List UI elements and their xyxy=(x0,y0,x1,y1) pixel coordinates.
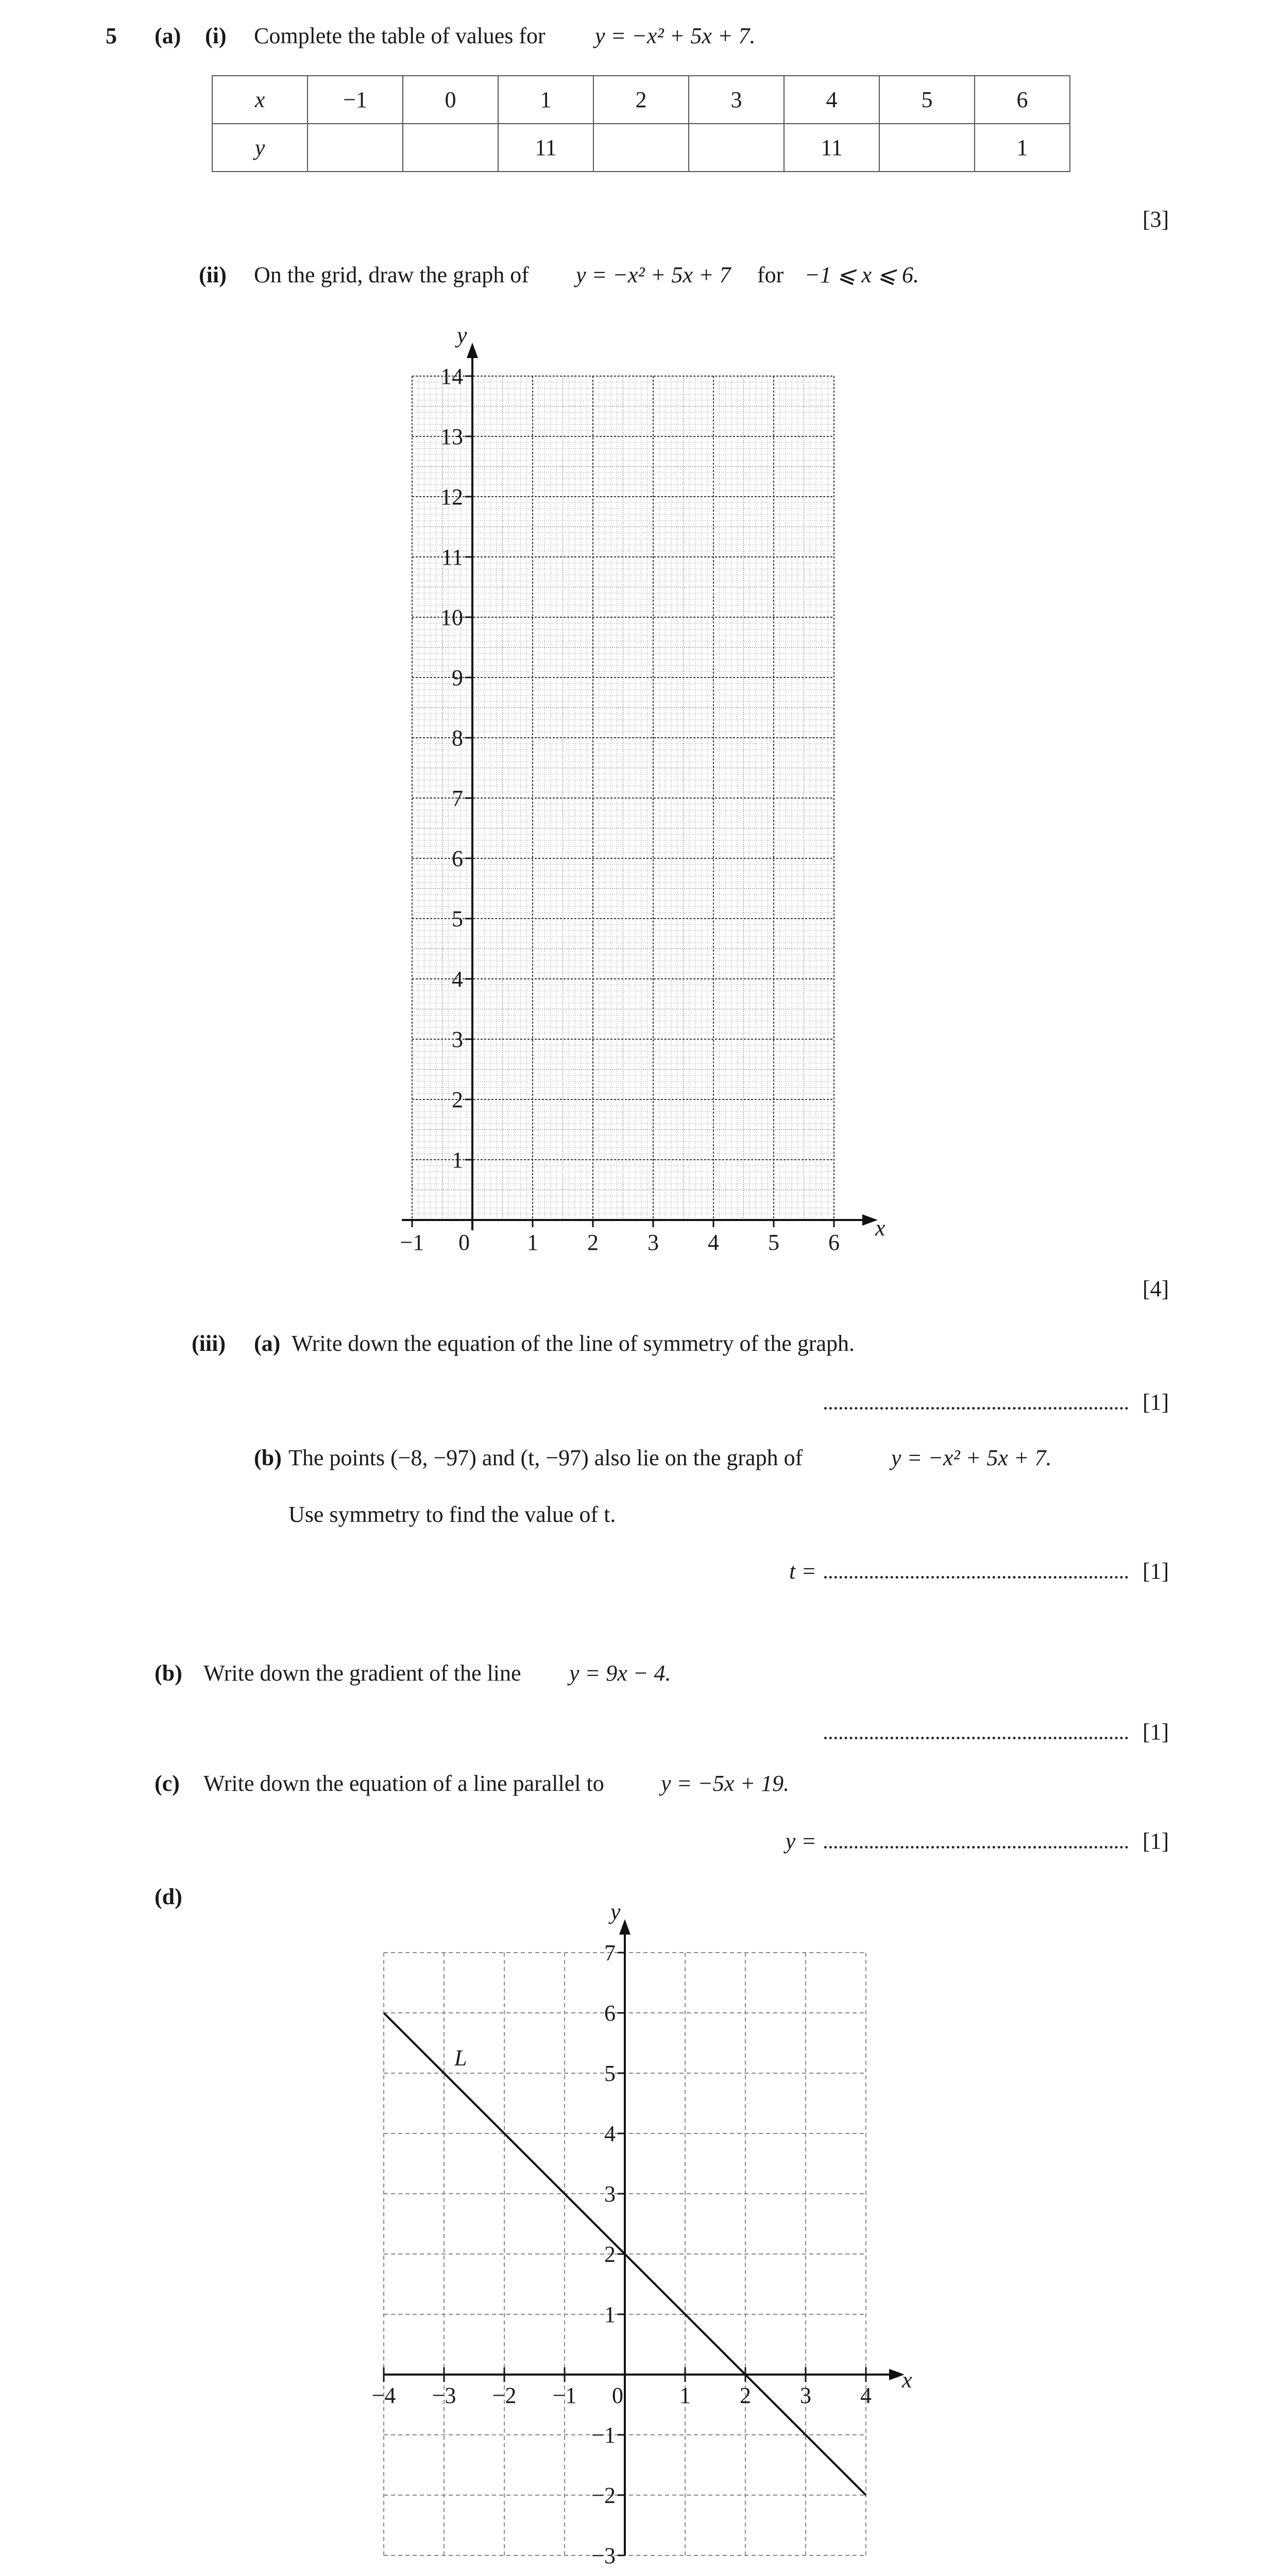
x-tick-label: 3 xyxy=(800,2383,811,2408)
x-tick-label: 6 xyxy=(828,1230,840,1255)
table-cell-x: 5 xyxy=(879,76,975,124)
a-iii-b-answer-label: t = xyxy=(789,1558,816,1584)
x-axis-label: x xyxy=(875,1215,885,1241)
table-cell-y: 1 xyxy=(975,124,1070,172)
c-marks: [1] xyxy=(1143,1828,1169,1854)
question-number: 5 xyxy=(106,23,117,48)
a-ii-marks: [4] xyxy=(1143,1276,1169,1301)
a-iii-a-label: (a) xyxy=(254,1331,281,1356)
x-tick-label: 0 xyxy=(612,2383,623,2408)
x-tick-label: 3 xyxy=(647,1230,659,1255)
x-tick-label: 5 xyxy=(768,1230,779,1255)
table-row-y xyxy=(212,124,1070,172)
x-tick-label: −4 xyxy=(371,2383,396,2408)
line-l-label: L xyxy=(454,2045,467,2071)
x-tick-label: 0 xyxy=(458,1230,470,1255)
b-prompt: Write down the gradient of the line xyxy=(203,1660,521,1686)
y-tick-label: 1 xyxy=(604,2302,616,2327)
table-cell-y[interactable] xyxy=(879,124,975,172)
b-answer-line[interactable] xyxy=(824,1721,1128,1743)
a-iii-b-prompt-2: Use symmetry to find the value of t. xyxy=(288,1502,616,1527)
x-tick-label: −2 xyxy=(492,2383,517,2408)
c-prompt: Write down the equation of a line parallel to xyxy=(203,1771,604,1796)
y-tick-label: 6 xyxy=(452,846,463,871)
part-d-label: (d) xyxy=(155,1884,182,1909)
y-tick-label: 13 xyxy=(440,424,463,449)
part-a-iii-label: (iii) xyxy=(192,1331,226,1356)
a-iii-b-prompt: The points (−8, −97) and (t, −97) also lie on the graph of xyxy=(288,1445,803,1470)
x-tick-label: 2 xyxy=(740,2383,751,2408)
c-equation: y = −5x + 19. xyxy=(661,1771,790,1796)
a-i-prompt: Complete the table of values for xyxy=(254,23,546,48)
a-ii-prompt: On the grid, draw the graph of xyxy=(254,262,529,287)
table-cell-x: 6 xyxy=(975,76,1070,124)
a-iii-b-equation: y = −x² + 5x + 7. xyxy=(891,1445,1052,1470)
x-tick-label: −3 xyxy=(432,2383,456,2408)
table-cell-y[interactable] xyxy=(689,124,784,172)
y-tick-label: 7 xyxy=(604,1940,616,1965)
x-tick-label: 1 xyxy=(527,1230,538,1255)
a-i-equation: y = −x² + 5x + 7. xyxy=(595,23,756,48)
table-cell-x: 2 xyxy=(593,76,689,124)
x-tick-label: 4 xyxy=(708,1230,719,1255)
a-iii-b-answer-line[interactable] xyxy=(824,1560,1128,1583)
y-tick-label: 14 xyxy=(440,364,463,389)
a-iii-a-answer-line[interactable] xyxy=(824,1391,1128,1414)
y-tick-label: 12 xyxy=(440,484,463,510)
table-cell-y: 11 xyxy=(784,124,879,172)
table-cell-y: 11 xyxy=(498,124,593,172)
part-c-label: (c) xyxy=(155,1771,180,1796)
table-cell-y[interactable] xyxy=(308,124,403,172)
x-tick-label: 4 xyxy=(860,2383,872,2408)
y-tick-label: 7 xyxy=(452,786,463,811)
y-tick-label: 5 xyxy=(452,906,463,931)
y-tick-label: 4 xyxy=(452,967,463,992)
y-tick-label: 5 xyxy=(604,2061,616,2086)
table-cell-x: 1 xyxy=(498,76,593,124)
b-equation: y = 9x − 4. xyxy=(569,1660,671,1686)
a-iii-a-marks: [1] xyxy=(1143,1389,1169,1415)
table-cell-x: −1 xyxy=(308,76,403,124)
table-of-values xyxy=(212,75,1070,172)
x-tick-label: −1 xyxy=(552,2383,577,2408)
a-ii-range: −1 ⩽ x ⩽ 6. xyxy=(805,262,919,287)
part-b-label: (b) xyxy=(155,1660,182,1686)
a-iii-b-label: (b) xyxy=(254,1445,282,1470)
y-axis-label: y xyxy=(610,1901,621,1924)
graph-grid-a[interactable] xyxy=(361,319,901,1278)
a-ii-for: for xyxy=(757,262,784,287)
y-tick-label: 2 xyxy=(452,1087,463,1112)
x-tick-label: 2 xyxy=(587,1230,599,1255)
c-answer-label: y = xyxy=(785,1828,816,1854)
y-tick-label: 8 xyxy=(452,725,463,751)
x-tick-label: 1 xyxy=(679,2383,691,2408)
part-a-ii-label: (ii) xyxy=(199,262,227,287)
y-tick-label: 2 xyxy=(604,2242,616,2267)
y-tick-label: 3 xyxy=(452,1027,463,1052)
x-tick-label: −1 xyxy=(400,1230,424,1255)
c-answer-line[interactable] xyxy=(824,1830,1128,1853)
x-axis-label: x xyxy=(902,2367,912,2393)
table-row-x xyxy=(212,76,1070,124)
y-tick-label: 6 xyxy=(604,2001,616,2026)
y-tick-label: 4 xyxy=(604,2121,616,2146)
y-tick-label: 3 xyxy=(604,2181,616,2207)
b-marks: [1] xyxy=(1143,1719,1169,1744)
table-cell-x: 0 xyxy=(403,76,498,124)
table-header-x: x xyxy=(212,76,308,124)
y-axis-arrow-icon xyxy=(619,1919,631,1935)
y-tick-label: 10 xyxy=(440,605,463,630)
table-header-y: y xyxy=(212,124,308,172)
table-cell-y[interactable] xyxy=(593,124,689,172)
y-tick-label: −1 xyxy=(591,2422,616,2448)
y-tick-label: 9 xyxy=(452,665,463,690)
a-i-marks: [3] xyxy=(1143,207,1169,232)
y-tick-label: −2 xyxy=(591,2483,616,2508)
table-cell-x: 4 xyxy=(784,76,879,124)
graph-line-l xyxy=(350,1901,948,2576)
y-tick-label: 11 xyxy=(441,545,463,570)
y-axis-arrow-icon xyxy=(467,343,478,358)
y-axis-label: y xyxy=(457,323,467,348)
part-a-label: (a) xyxy=(155,23,181,48)
y-tick-label: −3 xyxy=(591,2543,616,2568)
part-a-i-label: (i) xyxy=(205,23,227,48)
a-ii-equation: y = −x² + 5x + 7 xyxy=(576,262,731,287)
a-iii-a-prompt: Write down the equation of the line of symmetry of the graph. xyxy=(292,1331,855,1356)
y-tick-label: 1 xyxy=(452,1147,463,1173)
table-cell-x: 3 xyxy=(689,76,784,124)
a-iii-b-marks: [1] xyxy=(1143,1558,1169,1584)
table-cell-y[interactable] xyxy=(403,124,498,172)
